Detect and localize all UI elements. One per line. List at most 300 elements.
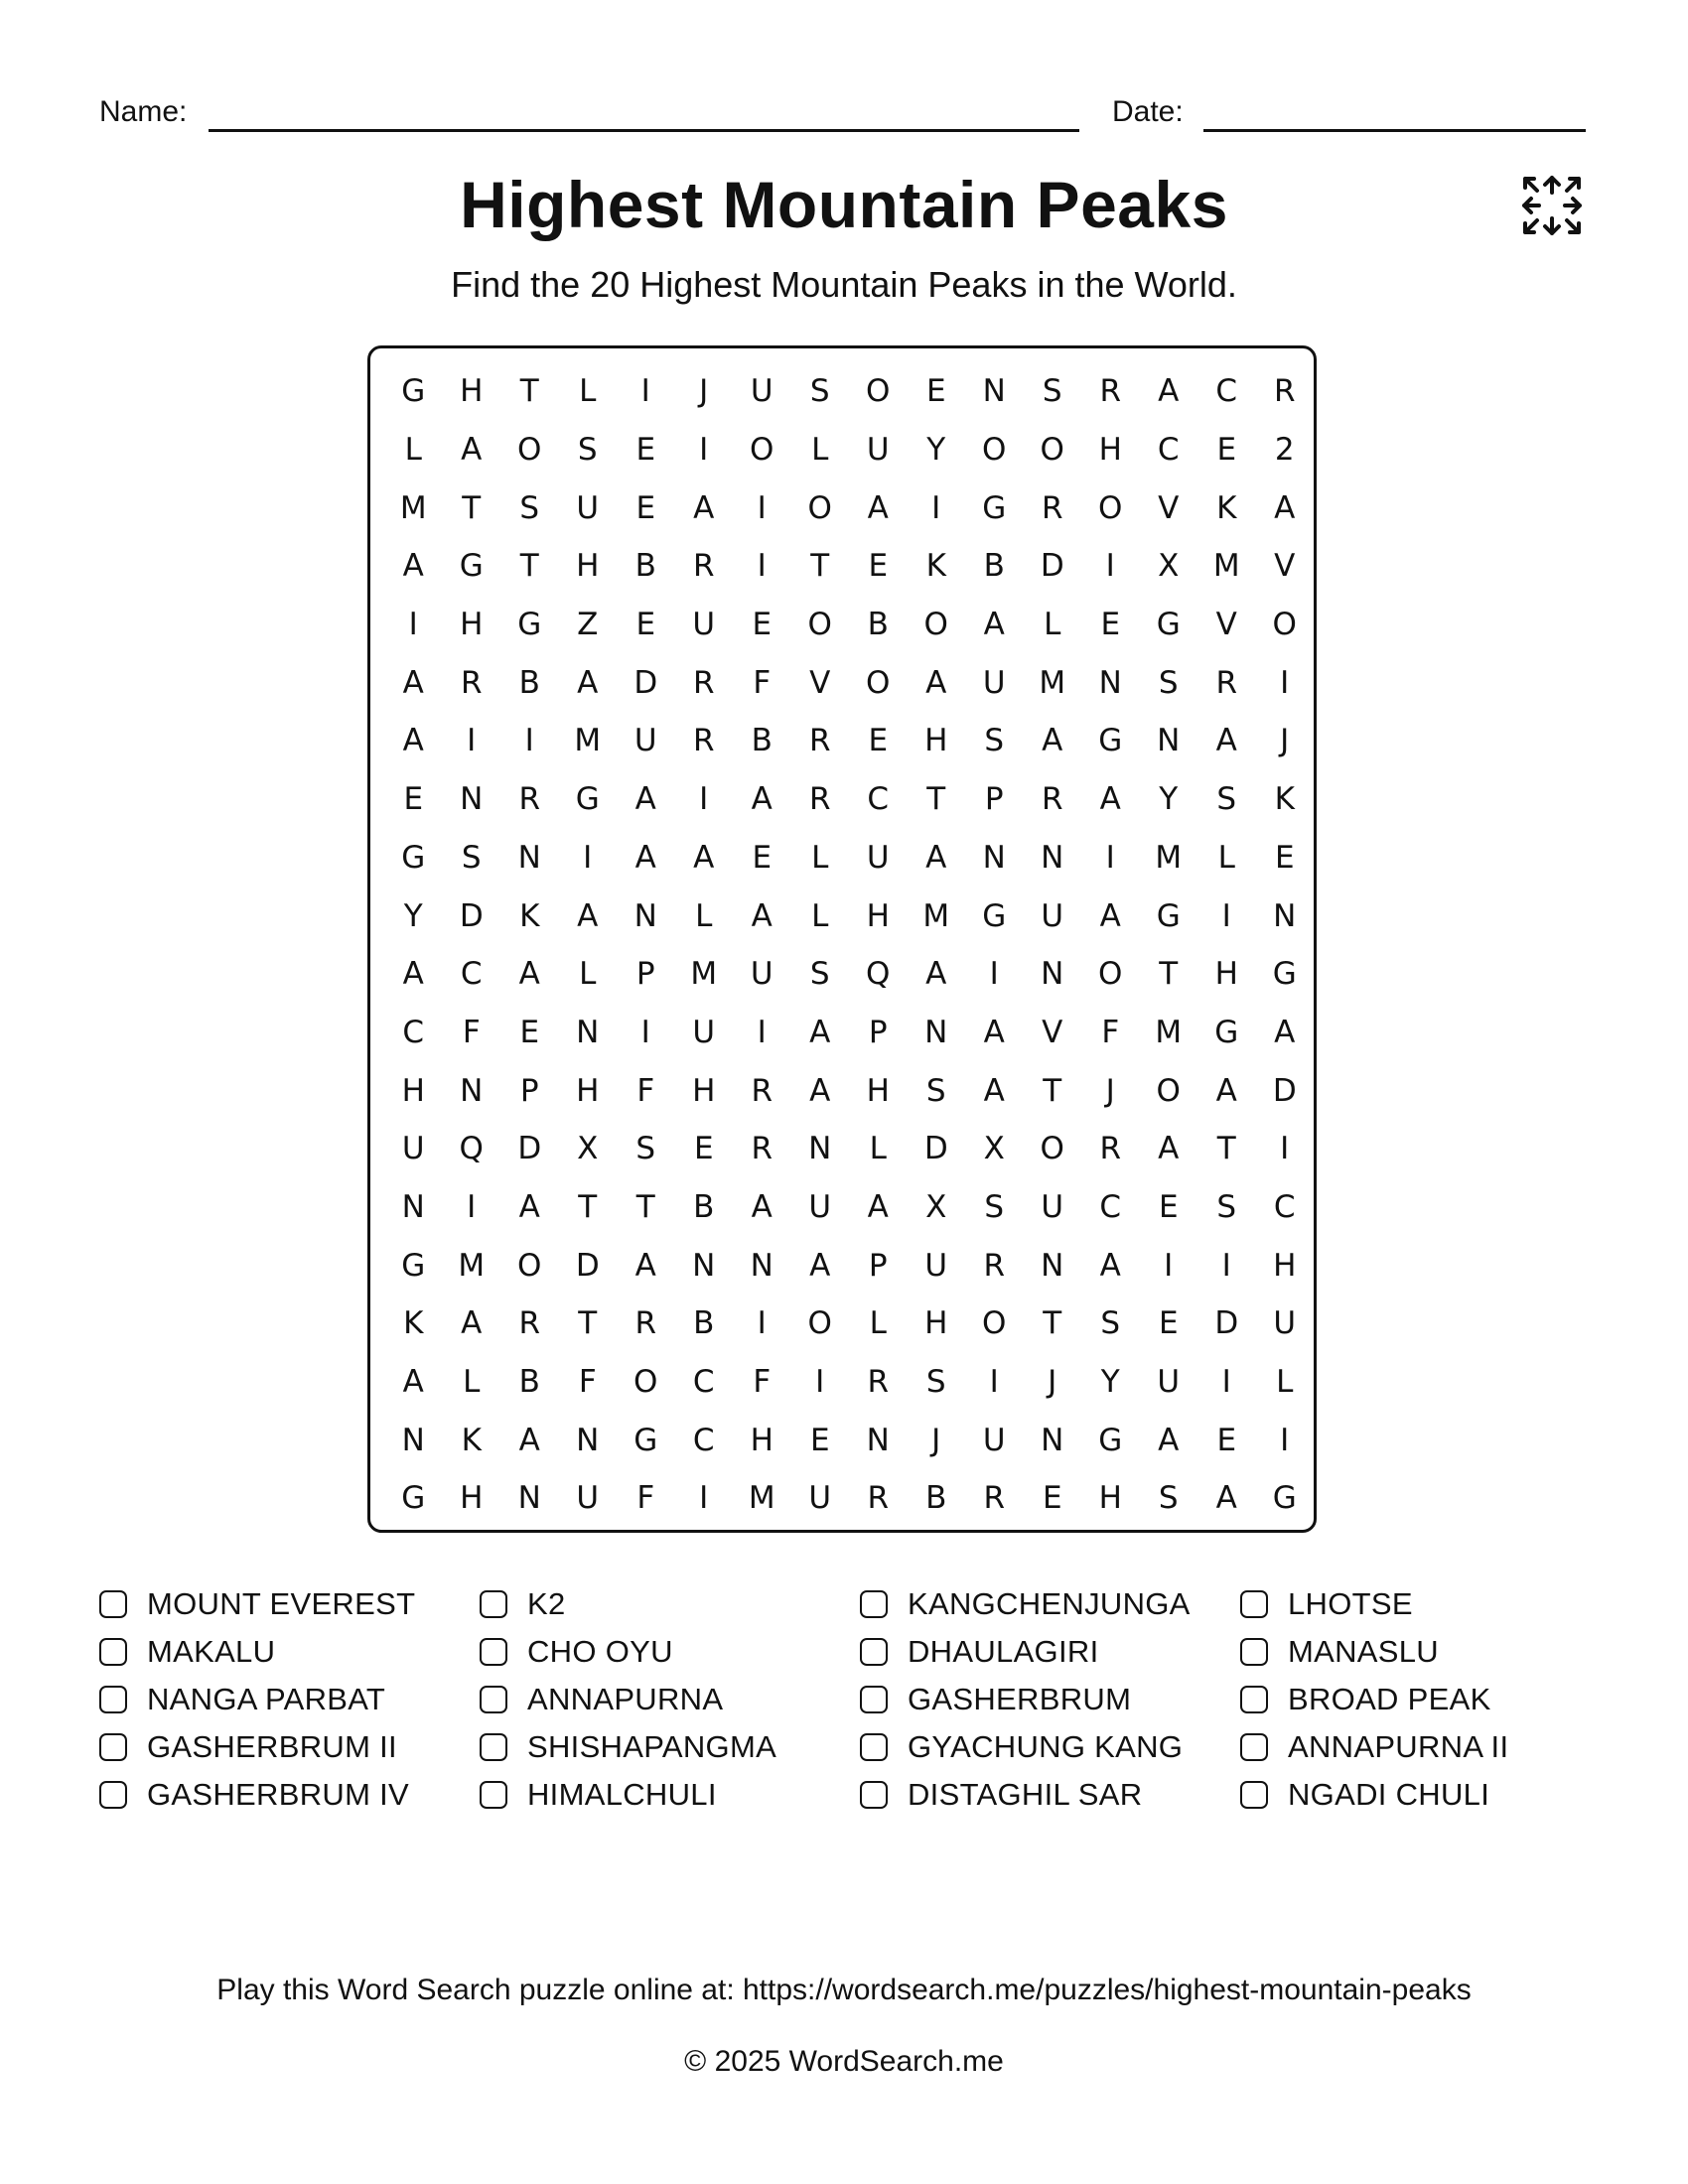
grid-cell[interactable]: A [518, 1188, 540, 1225]
grid-cell[interactable]: B [751, 723, 773, 759]
grid-cell[interactable]: O [1156, 1072, 1181, 1109]
grid-cell[interactable]: E [1042, 1480, 1062, 1517]
grid-cell[interactable]: E [403, 781, 424, 818]
grid-cell[interactable]: V [1215, 607, 1237, 643]
grid-cell[interactable]: H [460, 1480, 484, 1517]
grid-cell[interactable]: D [459, 897, 484, 934]
grid-cell[interactable]: I [1280, 1422, 1290, 1458]
grid-cell[interactable]: S [577, 432, 598, 469]
grid-cell[interactable]: A [925, 664, 947, 701]
grid-cell[interactable]: A [925, 956, 947, 993]
grid-cell[interactable]: I [1164, 1247, 1174, 1284]
grid-cell[interactable]: E [635, 489, 656, 526]
grid-cell[interactable]: U [866, 839, 890, 876]
grid-cell[interactable]: S [984, 1188, 1005, 1225]
grid-cell[interactable]: I [640, 373, 650, 410]
word-checkbox[interactable] [480, 1733, 507, 1761]
word-checkbox[interactable] [99, 1781, 127, 1809]
grid-cell[interactable]: E [868, 548, 889, 585]
grid-cell[interactable]: F [462, 1014, 481, 1050]
grid-cell[interactable]: L [463, 1364, 481, 1401]
grid-cell[interactable]: O [1098, 489, 1123, 526]
grid-cell[interactable]: G [1272, 956, 1297, 993]
grid-cell[interactable]: O [807, 607, 832, 643]
grid-cell[interactable]: O [1272, 607, 1297, 643]
word-checkbox[interactable] [860, 1590, 888, 1618]
grid-cell[interactable]: A [1215, 1480, 1237, 1517]
grid-cell[interactable]: G [1156, 607, 1181, 643]
grid-cell[interactable]: V [1042, 1014, 1063, 1050]
grid-cell[interactable]: G [1098, 1422, 1123, 1458]
grid-cell[interactable]: T [1043, 1072, 1062, 1109]
grid-cell[interactable]: H [401, 1072, 425, 1109]
grid-cell[interactable]: M [1212, 548, 1240, 585]
word-list-item[interactable] [99, 1676, 480, 1723]
grid-cell[interactable]: U [808, 1188, 832, 1225]
grid-cell[interactable]: R [1041, 781, 1063, 818]
grid-cell[interactable]: L [811, 897, 829, 934]
grid-cell[interactable]: G [401, 839, 426, 876]
grid-cell[interactable]: A [1099, 1247, 1121, 1284]
grid-cell[interactable]: K [1216, 489, 1237, 526]
grid-cell[interactable]: A [518, 956, 540, 993]
grid-cell[interactable]: N [692, 1247, 716, 1284]
word-list-item[interactable] [99, 1628, 480, 1676]
grid-cell[interactable]: A [1274, 489, 1296, 526]
grid-cell[interactable]: N [1098, 664, 1122, 701]
grid-cell[interactable]: X [925, 1188, 947, 1225]
grid-cell[interactable]: D [1214, 1305, 1239, 1342]
grid-cell[interactable]: P [868, 1247, 888, 1284]
grid-cell[interactable]: K [1274, 781, 1295, 818]
grid-cell[interactable]: R [751, 1072, 774, 1109]
grid-cell[interactable]: I [408, 607, 418, 643]
grid-cell[interactable]: M [399, 489, 427, 526]
word-checkbox[interactable] [1240, 1733, 1268, 1761]
grid-cell[interactable]: D [517, 1131, 542, 1167]
grid-cell[interactable]: M [1155, 839, 1183, 876]
date-field-line[interactable] [1203, 129, 1586, 132]
grid-cell[interactable]: P [519, 1072, 539, 1109]
word-checkbox[interactable] [1240, 1590, 1268, 1618]
grid-cell[interactable]: E [1158, 1188, 1179, 1225]
grid-cell[interactable]: I [699, 781, 709, 818]
grid-cell[interactable]: Y [1100, 1364, 1120, 1401]
grid-cell[interactable]: B [693, 1305, 715, 1342]
grid-cell[interactable]: G [1098, 723, 1123, 759]
grid-cell[interactable]: U [633, 723, 657, 759]
grid-cell[interactable]: I [931, 489, 941, 526]
grid-cell[interactable]: O [982, 1305, 1007, 1342]
grid-cell[interactable]: O [750, 432, 774, 469]
grid-cell[interactable]: E [1274, 839, 1295, 876]
grid-cell[interactable]: A [1158, 1422, 1180, 1458]
grid-cell[interactable]: J [1105, 1072, 1115, 1109]
word-list-item[interactable] [480, 1580, 860, 1628]
grid-cell[interactable]: A [1215, 723, 1237, 759]
grid-cell[interactable]: Q [866, 956, 891, 993]
word-checkbox[interactable] [1240, 1686, 1268, 1713]
grid-cell[interactable]: O [807, 1305, 832, 1342]
grid-cell[interactable]: N [401, 1422, 425, 1458]
grid-cell[interactable]: H [866, 897, 890, 934]
word-list-item[interactable] [480, 1676, 860, 1723]
grid-cell[interactable]: A [693, 839, 715, 876]
grid-cell[interactable]: A [577, 897, 599, 934]
grid-cell[interactable]: I [1280, 1131, 1290, 1167]
grid-cell[interactable]: A [867, 489, 889, 526]
grid-cell[interactable]: A [693, 489, 715, 526]
grid-cell[interactable]: I [1221, 1247, 1231, 1284]
grid-cell[interactable]: I [583, 839, 593, 876]
word-checkbox[interactable] [480, 1781, 507, 1809]
grid-cell[interactable]: A [1158, 1131, 1180, 1167]
grid-cell[interactable]: E [868, 723, 889, 759]
grid-cell[interactable]: Y [1159, 781, 1179, 818]
grid-cell[interactable]: K [519, 897, 540, 934]
grid-cell[interactable]: H [924, 1305, 948, 1342]
grid-cell[interactable]: I [1221, 897, 1231, 934]
word-checkbox[interactable] [99, 1733, 127, 1761]
grid-cell[interactable]: V [1158, 489, 1180, 526]
grid-cell[interactable]: Q [459, 1131, 484, 1167]
grid-cell[interactable]: R [692, 664, 715, 701]
grid-cell[interactable]: R [751, 1131, 774, 1167]
grid-cell[interactable]: R [692, 548, 715, 585]
grid-cell[interactable]: G [401, 1247, 426, 1284]
grid-cell[interactable]: L [1217, 839, 1235, 876]
grid-cell[interactable]: T [462, 489, 482, 526]
grid-cell[interactable]: T [1159, 956, 1179, 993]
grid-cell[interactable]: R [518, 781, 541, 818]
grid-cell[interactable]: T [519, 373, 539, 410]
grid-cell[interactable]: R [983, 1480, 1006, 1517]
grid-cell[interactable]: U [808, 1480, 832, 1517]
grid-cell[interactable]: C [692, 1422, 715, 1458]
grid-cell[interactable]: C [402, 1014, 425, 1050]
grid-cell[interactable]: H [576, 548, 600, 585]
grid-cell[interactable]: P [984, 781, 1004, 818]
grid-cell[interactable]: N [460, 1072, 484, 1109]
grid-cell[interactable]: A [751, 781, 773, 818]
grid-cell[interactable]: M [574, 723, 602, 759]
word-list-item[interactable] [480, 1628, 860, 1676]
grid-cell[interactable]: I [1105, 839, 1115, 876]
grid-cell[interactable]: E [1100, 607, 1121, 643]
grid-cell[interactable]: L [869, 1305, 887, 1342]
word-list-item[interactable] [860, 1771, 1240, 1819]
grid-cell[interactable]: B [867, 607, 889, 643]
grid-cell[interactable]: G [575, 781, 600, 818]
grid-cell[interactable]: R [983, 1247, 1006, 1284]
grid-cell[interactable]: R [692, 723, 715, 759]
grid-cell[interactable]: S [1158, 1480, 1179, 1517]
grid-cell[interactable]: X [577, 1131, 599, 1167]
grid-cell[interactable]: N [1041, 839, 1064, 876]
grid-cell[interactable]: M [1039, 664, 1066, 701]
grid-cell[interactable]: F [636, 1072, 655, 1109]
grid-cell[interactable]: F [578, 1364, 597, 1401]
grid-cell[interactable]: A [751, 897, 773, 934]
word-list-item[interactable] [1240, 1628, 1620, 1676]
grid-cell[interactable]: T [578, 1188, 598, 1225]
grid-cell[interactable]: A [634, 781, 656, 818]
grid-cell[interactable]: G [633, 1422, 658, 1458]
grid-cell[interactable]: I [989, 956, 999, 993]
grid-cell[interactable]: C [1099, 1188, 1122, 1225]
grid-cell[interactable]: I [1221, 1364, 1231, 1401]
grid-cell[interactable]: G [982, 897, 1007, 934]
grid-cell[interactable]: C [1157, 432, 1180, 469]
grid-cell[interactable]: I [699, 432, 709, 469]
grid-cell[interactable]: I [1280, 664, 1290, 701]
grid-cell[interactable]: D [575, 1247, 600, 1284]
grid-cell[interactable]: I [467, 1188, 477, 1225]
grid-cell[interactable]: U [576, 1480, 600, 1517]
grid-cell[interactable]: G [517, 607, 542, 643]
word-list-item[interactable] [99, 1580, 480, 1628]
grid-cell[interactable]: N [924, 1014, 948, 1050]
grid-cell[interactable]: S [635, 1131, 656, 1167]
grid-cell[interactable]: G [1156, 897, 1181, 934]
word-list-item[interactable] [1240, 1771, 1620, 1819]
grid-cell[interactable]: N [1041, 956, 1064, 993]
grid-cell[interactable]: L [404, 432, 422, 469]
grid-cell[interactable]: L [1276, 1364, 1294, 1401]
grid-cell[interactable]: C [460, 956, 483, 993]
grid-cell[interactable]: D [633, 664, 658, 701]
grid-cell[interactable]: U [576, 489, 600, 526]
grid-cell[interactable]: C [692, 1364, 715, 1401]
grid-cell[interactable]: I [524, 723, 534, 759]
grid-cell[interactable]: U [982, 1422, 1006, 1458]
grid-cell[interactable]: L [811, 839, 829, 876]
grid-cell[interactable]: R [808, 781, 831, 818]
grid-cell[interactable]: L [1044, 607, 1061, 643]
grid-cell[interactable]: O [633, 1364, 658, 1401]
word-list-item[interactable] [1240, 1723, 1620, 1771]
grid-cell[interactable]: S [519, 489, 540, 526]
grid-cell[interactable]: N [982, 373, 1006, 410]
grid-cell[interactable]: U [1041, 1188, 1064, 1225]
grid-cell[interactable]: S [809, 956, 830, 993]
grid-cell[interactable]: D [923, 1131, 948, 1167]
grid-cell[interactable]: N [1157, 723, 1181, 759]
grid-cell[interactable]: B [983, 548, 1005, 585]
grid-cell[interactable]: R [518, 1305, 541, 1342]
grid-cell[interactable]: P [635, 956, 655, 993]
grid-cell[interactable]: S [1158, 664, 1179, 701]
grid-cell[interactable]: O [1098, 956, 1123, 993]
word-checkbox[interactable] [1240, 1781, 1268, 1809]
grid-cell[interactable]: A [1158, 373, 1180, 410]
grid-cell[interactable]: S [925, 1364, 946, 1401]
grid-cell[interactable]: H [692, 1072, 716, 1109]
grid-cell[interactable]: E [752, 607, 773, 643]
grid-cell[interactable]: R [867, 1364, 890, 1401]
grid-cell[interactable]: E [1158, 1305, 1179, 1342]
grid-cell[interactable]: C [867, 781, 890, 818]
grid-cell[interactable]: A [1274, 1014, 1296, 1050]
grid-cell[interactable]: T [810, 548, 830, 585]
grid-cell[interactable]: H [924, 723, 948, 759]
grid-cell[interactable]: E [752, 839, 773, 876]
grid-cell[interactable]: N [808, 1131, 832, 1167]
grid-cell[interactable]: E [1216, 1422, 1237, 1458]
word-checkbox[interactable] [1240, 1638, 1268, 1666]
grid-cell[interactable]: T [1043, 1305, 1062, 1342]
grid-cell[interactable]: 2 [1274, 432, 1295, 469]
grid-cell[interactable]: H [576, 1072, 600, 1109]
grid-cell[interactable]: S [984, 723, 1005, 759]
word-checkbox[interactable] [99, 1638, 127, 1666]
grid-cell[interactable]: U [750, 956, 774, 993]
grid-cell[interactable]: R [1273, 373, 1296, 410]
grid-cell[interactable]: U [982, 664, 1006, 701]
grid-cell[interactable]: N [517, 1480, 541, 1517]
word-list-item[interactable] [1240, 1580, 1620, 1628]
grid-cell[interactable]: H [460, 607, 484, 643]
word-checkbox[interactable] [860, 1638, 888, 1666]
grid-cell[interactable]: R [1041, 489, 1063, 526]
grid-cell[interactable]: N [750, 1247, 774, 1284]
grid-cell[interactable]: E [809, 1422, 830, 1458]
grid-cell[interactable]: N [576, 1422, 600, 1458]
grid-cell[interactable]: X [1158, 548, 1180, 585]
grid-cell[interactable]: H [1273, 1247, 1297, 1284]
grid-cell[interactable]: L [579, 373, 597, 410]
grid-cell[interactable]: I [1105, 548, 1115, 585]
grid-cell[interactable]: A [634, 1247, 656, 1284]
grid-cell[interactable]: M [1155, 1014, 1183, 1050]
grid-cell[interactable]: R [460, 664, 483, 701]
grid-cell[interactable]: N [576, 1014, 600, 1050]
grid-cell[interactable]: O [517, 432, 542, 469]
grid-cell[interactable]: Z [577, 607, 599, 643]
grid-cell[interactable]: T [1216, 1131, 1236, 1167]
grid-cell[interactable]: E [635, 432, 656, 469]
grid-cell[interactable]: N [866, 1422, 890, 1458]
grid-cell[interactable]: S [809, 373, 830, 410]
word-list-item[interactable] [1240, 1676, 1620, 1723]
grid-cell[interactable]: T [926, 781, 946, 818]
grid-cell[interactable]: S [1042, 373, 1062, 410]
word-list-item[interactable] [860, 1628, 1240, 1676]
grid-cell[interactable]: S [1100, 1305, 1121, 1342]
grid-cell[interactable]: T [578, 1305, 598, 1342]
grid-cell[interactable]: A [1042, 723, 1063, 759]
grid-cell[interactable]: A [634, 839, 656, 876]
grid-cell[interactable]: K [461, 1422, 482, 1458]
grid-cell[interactable]: O [1040, 432, 1064, 469]
word-checkbox[interactable] [480, 1590, 507, 1618]
grid-cell[interactable]: A [402, 723, 424, 759]
grid-cell[interactable]: A [402, 956, 424, 993]
grid-cell[interactable]: S [1216, 781, 1237, 818]
grid-cell[interactable]: G [1272, 1480, 1297, 1517]
grid-cell[interactable]: J [1048, 1364, 1057, 1401]
grid-cell[interactable]: G [1214, 1014, 1239, 1050]
grid-cell[interactable]: L [579, 956, 597, 993]
grid-cell[interactable]: B [518, 1364, 540, 1401]
grid-cell[interactable]: A [402, 664, 424, 701]
grid-cell[interactable]: A [461, 432, 483, 469]
word-list-item[interactable] [860, 1580, 1240, 1628]
grid-cell[interactable]: O [807, 489, 832, 526]
grid-cell[interactable]: F [753, 664, 772, 701]
grid-cell[interactable]: G [982, 489, 1007, 526]
grid-cell[interactable]: D [1040, 548, 1064, 585]
grid-cell[interactable]: E [693, 1131, 714, 1167]
word-checkbox[interactable] [99, 1686, 127, 1713]
grid-cell[interactable]: N [517, 839, 541, 876]
grid-cell[interactable]: I [640, 1014, 650, 1050]
grid-cell[interactable]: K [925, 548, 946, 585]
grid-cell[interactable]: A [983, 1014, 1005, 1050]
grid-cell[interactable]: R [1215, 664, 1238, 701]
grid-cell[interactable]: A [809, 1072, 831, 1109]
word-checkbox[interactable] [860, 1686, 888, 1713]
grid-cell[interactable]: G [459, 548, 484, 585]
grid-cell[interactable]: O [1040, 1131, 1064, 1167]
grid-cell[interactable]: A [1099, 897, 1121, 934]
grid-cell[interactable]: T [519, 548, 539, 585]
grid-cell[interactable]: M [922, 897, 950, 934]
grid-cell[interactable]: V [809, 664, 831, 701]
grid-cell[interactable]: I [699, 1480, 709, 1517]
grid-cell[interactable]: A [518, 1422, 540, 1458]
grid-cell[interactable]: U [401, 1131, 425, 1167]
grid-cell[interactable]: J [699, 373, 709, 410]
grid-cell[interactable]: O [923, 607, 948, 643]
grid-cell[interactable]: P [868, 1014, 888, 1050]
grid-cell[interactable]: F [1101, 1014, 1120, 1050]
grid-cell[interactable]: N [633, 897, 657, 934]
grid-cell[interactable]: R [634, 1305, 657, 1342]
grid-cell[interactable]: O [866, 373, 891, 410]
word-list-item[interactable] [99, 1723, 480, 1771]
grid-cell[interactable]: F [636, 1480, 655, 1517]
grid-cell[interactable]: I [757, 1014, 767, 1050]
grid-cell[interactable]: O [517, 1247, 542, 1284]
grid-cell[interactable]: H [1098, 432, 1122, 469]
grid-cell[interactable]: B [925, 1480, 947, 1517]
grid-cell[interactable]: A [1099, 781, 1121, 818]
grid-cell[interactable]: O [866, 664, 891, 701]
grid-cell[interactable]: B [693, 1188, 715, 1225]
grid-cell[interactable]: U [1041, 897, 1064, 934]
grid-cell[interactable]: A [402, 1364, 424, 1401]
grid-cell[interactable]: G [401, 1480, 426, 1517]
grid-cell[interactable]: H [460, 373, 484, 410]
grid-cell[interactable]: U [750, 373, 774, 410]
grid-cell[interactable]: A [983, 1072, 1005, 1109]
grid-cell[interactable]: C [1215, 373, 1238, 410]
grid-cell[interactable]: V [1274, 548, 1296, 585]
word-checkbox[interactable] [480, 1686, 507, 1713]
grid-cell[interactable]: U [866, 432, 890, 469]
grid-cell[interactable]: U [692, 1014, 716, 1050]
grid-cell[interactable]: S [461, 839, 482, 876]
grid-cell[interactable]: R [867, 1480, 890, 1517]
grid-cell[interactable]: H [866, 1072, 890, 1109]
name-field-line[interactable] [209, 129, 1079, 132]
grid-cell[interactable]: S [1216, 1188, 1237, 1225]
grid-cell[interactable]: B [518, 664, 540, 701]
grid-cell[interactable]: K [403, 1305, 424, 1342]
grid-cell[interactable]: Y [926, 432, 946, 469]
word-checkbox[interactable] [860, 1733, 888, 1761]
